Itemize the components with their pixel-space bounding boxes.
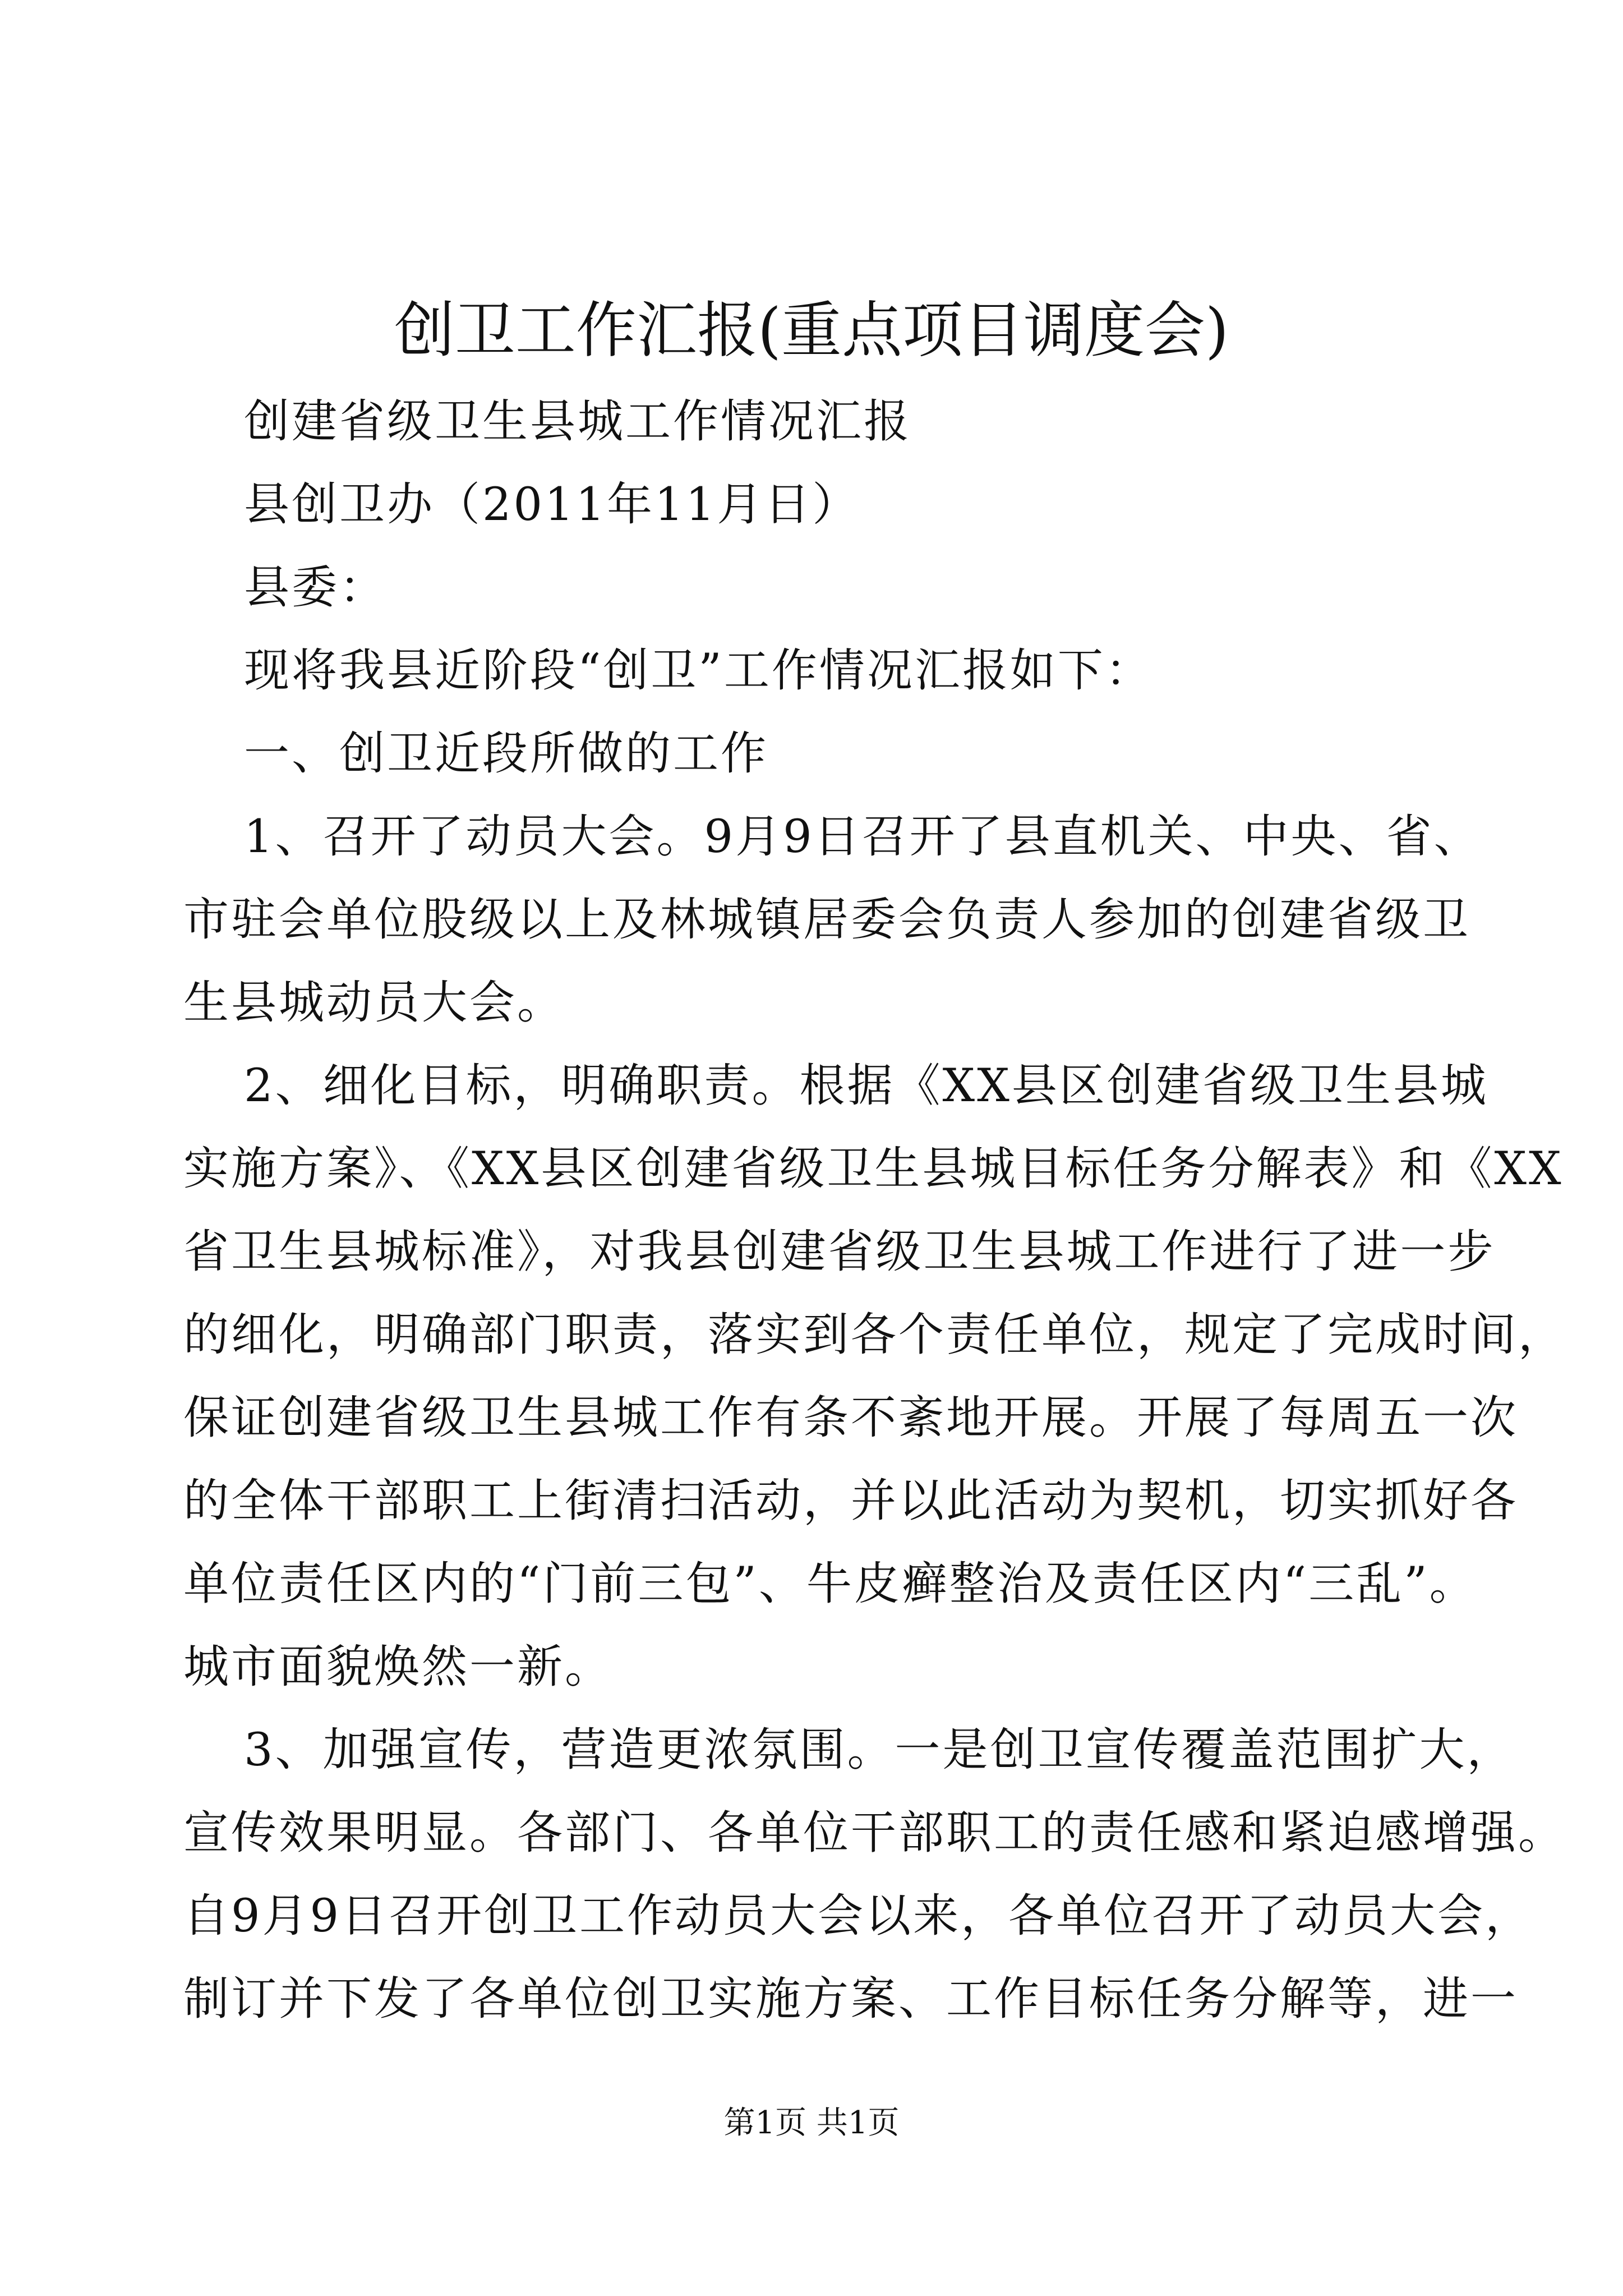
paragraph-line: 2、细化目标，明确职责。根据《XX县区创建省级卫生县城	[244, 1060, 1488, 1112]
paragraph-line: 自9月9日召开创卫工作动员大会以来，各单位召开了动员大会，	[183, 1890, 1533, 1943]
section-heading: 一、创卫近段所做的工作	[244, 728, 769, 780]
paragraph-line: 生县城动员大会。	[183, 977, 565, 1029]
paragraph-line: 省卫生县城标准》，对我县创建省级卫生县城工作进行了进一步	[183, 1226, 1496, 1278]
page-footer: 第1页 共1页	[723, 2105, 900, 2141]
issuer-line: 县创卫办（2011年11月日）	[244, 478, 860, 531]
intro-line: 现将我县近阶段“创卫”工作情况汇报如下：	[244, 645, 1153, 697]
paragraph-line: 的细化，明确部门职责，落实到各个责任单位，规定了完成时间，	[183, 1309, 1566, 1361]
paragraph-line: 1、召开了动员大会。9月9日召开了县直机关、中央、省、	[244, 811, 1482, 863]
paragraph-line: 3、加强宣传，营造更浓氛围。一是创卫宣传覆盖范围扩大，	[244, 1724, 1515, 1777]
recipient-line: 县委：	[244, 562, 388, 614]
paragraph-line: 市驻会单位股级以上及林城镇居委会负责人参加的创建省级卫	[183, 894, 1471, 946]
document-body	[183, 380, 1566, 2041]
paragraph-line: 宣传效果明显。各部门、各单位干部职工的责任感和紧迫感增强。	[183, 1807, 1566, 1860]
paragraph-line: 实施方案》、《XX县区创建省级卫生县城目标任务分解表》和《XX	[183, 1143, 1564, 1195]
paragraph-line: 保证创建省级卫生县城工作有条不紊地开展。开展了每周五一次	[183, 1392, 1519, 1444]
subtitle-line: 创建省级卫生县城工作情况汇报	[244, 395, 912, 448]
paragraph-line: 的全体干部职工上街清扫活动，并以此活动为契机，切实抓好各	[183, 1475, 1519, 1527]
document-title: 创卫工作汇报(重点项目调度会)	[394, 296, 1229, 366]
paragraph-line: 城市面貌焕然一新。	[183, 1641, 613, 1694]
paragraph-line: 单位责任区内的“门前三包”、牛皮癣整治及责任区内“三乱”。	[183, 1558, 1477, 1611]
paragraph-line: 制订并下发了各单位创卫实施方案、工作目标任务分解等，进一	[183, 1973, 1519, 2026]
